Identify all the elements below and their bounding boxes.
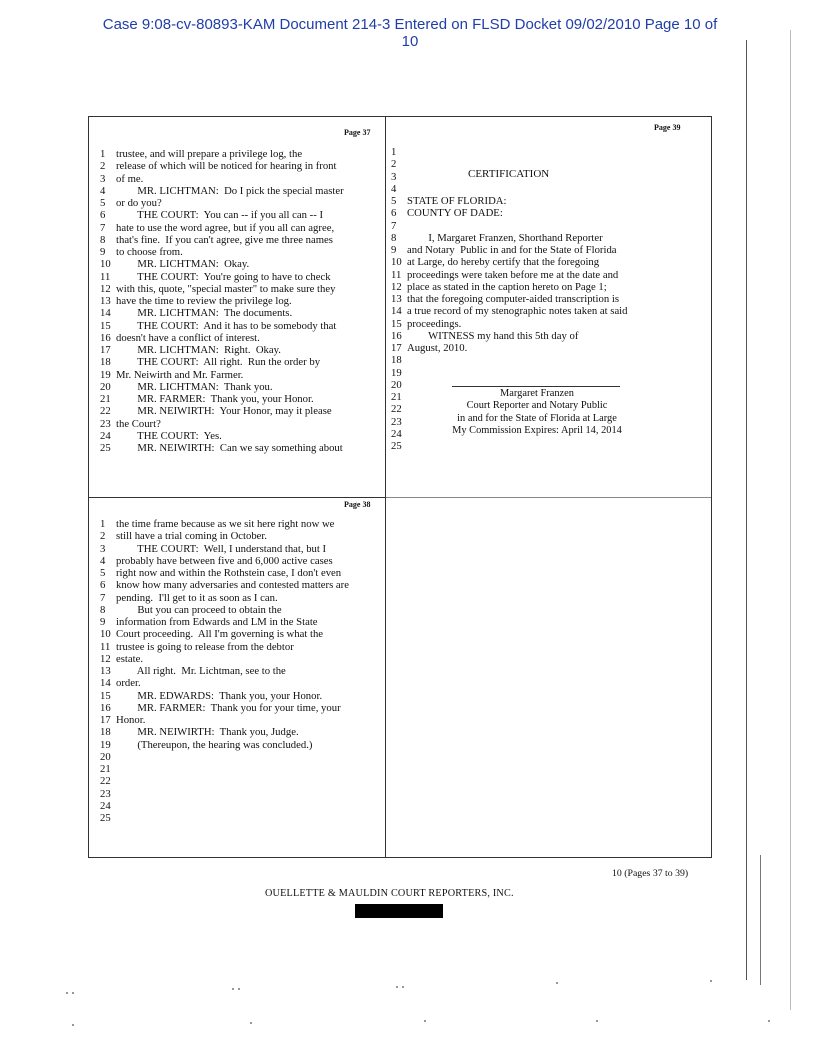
line-number: 1 xyxy=(391,146,397,158)
line-text: that's fine. If you can't agree, give me three names xyxy=(116,233,333,246)
column-divider xyxy=(385,116,386,858)
line-number: 11 xyxy=(391,268,402,281)
line-number: 19 xyxy=(391,366,402,379)
transcript-line xyxy=(391,207,628,219)
line-number: 7 xyxy=(100,591,106,604)
line-number: 10 xyxy=(391,256,402,269)
transcript-line xyxy=(100,579,349,591)
transcript-line xyxy=(100,234,344,246)
line-number: 4 xyxy=(391,182,397,195)
line-number: 8 xyxy=(391,231,397,244)
line-text: doesn't have a conflict of interest. xyxy=(116,331,260,344)
transcript-line xyxy=(391,281,628,293)
transcript-line xyxy=(100,628,349,640)
line-number: 6 xyxy=(391,207,397,220)
transcript-line xyxy=(391,440,628,452)
scan-speck xyxy=(402,986,404,988)
scan-edge-line xyxy=(790,30,791,1010)
transcript-line xyxy=(100,592,349,604)
transcript-line xyxy=(100,543,349,555)
line-number: 2 xyxy=(100,530,106,543)
transcript-line xyxy=(391,171,628,183)
line-number: 18 xyxy=(391,354,402,367)
line-number: 11 xyxy=(100,270,111,283)
docket-header-line1: Case 9:08-cv-80893-KAM Document 214-3 Entered on FLSD Docket 09/02/2010 Page 10 of xyxy=(102,16,718,33)
line-number: 23 xyxy=(391,415,402,428)
line-number: 13 xyxy=(100,295,111,307)
transcript-line xyxy=(391,293,628,305)
transcript-line xyxy=(391,305,628,317)
transcript-line xyxy=(100,690,349,702)
transcript-line xyxy=(100,160,344,172)
company-footer: OUELLETTE & MAULDIN COURT REPORTERS, INC. xyxy=(265,888,514,899)
transcript-line xyxy=(100,739,349,751)
line-text: of me. xyxy=(116,172,144,185)
line-text: THE COURT: All right. Run the order by xyxy=(116,356,321,369)
line-number: 14 xyxy=(100,677,111,690)
line-number: 3 xyxy=(391,170,397,183)
line-number: 20 xyxy=(100,380,111,393)
line-number: 15 xyxy=(100,319,111,332)
transcript-line xyxy=(100,518,349,530)
transcript-line xyxy=(100,356,344,368)
line-number: 3 xyxy=(100,172,106,185)
line-text: release of which will be noticed for hearing in front xyxy=(116,160,337,173)
line-text: MR. NEIWIRTH: Your Honor, may it please xyxy=(116,405,332,418)
line-text: the Court? xyxy=(116,417,161,430)
line-number: 5 xyxy=(100,197,106,209)
line-number: 22 xyxy=(391,403,402,416)
line-text: But you can proceed to obtain the xyxy=(116,603,282,616)
line-number: 10 xyxy=(100,628,111,641)
line-text: THE COURT: You're going to have to check xyxy=(116,270,331,283)
transcript-line xyxy=(391,158,628,170)
line-text: THE COURT: You can -- if you all can -- I xyxy=(116,209,323,222)
line-number: 20 xyxy=(100,750,111,763)
line-text: probably have between five and 6,000 active cases xyxy=(116,554,333,567)
line-number: 25 xyxy=(100,442,111,454)
line-number: 7 xyxy=(100,221,106,234)
transcript-line xyxy=(100,763,349,775)
line-text: right now and within the Rothstein case, I don't even xyxy=(116,567,342,579)
transcript-line xyxy=(100,677,349,689)
line-number: 16 xyxy=(100,331,111,344)
transcript-line xyxy=(100,393,344,405)
line-text: place as stated in the caption hereto on Page 1; xyxy=(407,280,607,293)
transcript-line xyxy=(100,555,349,567)
transcript-line xyxy=(100,702,349,714)
signature-name: Margaret Franzen xyxy=(500,388,574,399)
transcript-line xyxy=(391,195,628,207)
transcript-line xyxy=(391,330,628,342)
transcript-line xyxy=(100,209,344,221)
transcript-line xyxy=(100,222,344,234)
line-text: proceedings were taken before me at the date and xyxy=(407,268,619,281)
scan-speck xyxy=(768,1020,770,1022)
transcript-line xyxy=(391,354,628,366)
line-number: 9 xyxy=(100,246,106,258)
transcript-line xyxy=(100,751,349,763)
line-text: have the time to review the privilege log. xyxy=(116,295,292,307)
line-text: still have a trial coming in October. xyxy=(116,530,268,543)
transcript-line xyxy=(100,148,344,160)
transcript-line xyxy=(391,183,628,195)
scan-speck xyxy=(556,982,558,984)
page-37-lines xyxy=(100,148,344,454)
transcript-line xyxy=(100,812,349,824)
line-number: 24 xyxy=(391,427,402,440)
line-number: 8 xyxy=(100,603,106,616)
scan-speck xyxy=(710,980,712,982)
page-38-lines xyxy=(100,518,349,824)
scan-speck xyxy=(72,1024,74,1026)
line-text: MR. LICHTMAN: Okay. xyxy=(116,258,250,271)
transcript-line xyxy=(391,342,628,354)
line-number: 5 xyxy=(100,567,106,579)
line-number: 6 xyxy=(100,579,106,592)
line-text: THE COURT: Yes. xyxy=(116,429,222,442)
signature-title: Court Reporter and Notary Public xyxy=(466,400,608,412)
line-number: 23 xyxy=(100,417,111,430)
page-37-label: Page 37 xyxy=(344,128,371,137)
line-number: 21 xyxy=(100,763,111,775)
transcript-line xyxy=(100,307,344,319)
line-number: 22 xyxy=(100,775,111,788)
row-divider xyxy=(88,497,386,498)
line-text: trustee, and will prepare a privilege log, the xyxy=(116,148,303,160)
line-number: 24 xyxy=(100,799,111,812)
line-text: a true record of my stenographic notes taken at said xyxy=(407,305,628,318)
docket-header-line2: 10 xyxy=(401,33,419,50)
line-number: 17 xyxy=(391,342,402,354)
transcript-line xyxy=(391,146,628,158)
line-number: 20 xyxy=(391,378,402,391)
line-text: hate to use the word agree, but if you all can agree, xyxy=(116,221,335,234)
line-text: MR. LICHTMAN: The documents. xyxy=(116,307,293,320)
transcript-line xyxy=(100,653,349,665)
transcript-line xyxy=(100,369,344,381)
transcript-line xyxy=(100,173,344,185)
scan-speck xyxy=(424,1020,426,1022)
line-number: 4 xyxy=(100,554,106,567)
line-number: 5 xyxy=(391,195,397,207)
line-text: at Large, do hereby certify that the foregoing xyxy=(407,256,600,269)
transcript-line xyxy=(391,244,628,256)
line-text: proceedings. xyxy=(407,317,462,330)
line-number: 17 xyxy=(100,714,111,726)
line-number: 6 xyxy=(100,209,106,222)
line-text: MR. LICHTMAN: Do I pick the special master xyxy=(116,184,344,197)
line-number: 15 xyxy=(100,689,111,702)
line-number: 21 xyxy=(391,391,402,403)
transcript-line xyxy=(391,269,628,281)
scan-speck xyxy=(72,992,74,994)
transcript-line xyxy=(100,283,344,295)
scan-speck xyxy=(232,988,234,990)
transcript-line xyxy=(391,256,628,268)
transcript-line xyxy=(100,665,349,677)
line-text: All right. Mr. Lichtman, see to the xyxy=(116,665,286,677)
line-number: 1 xyxy=(100,148,106,160)
line-number: 1 xyxy=(100,518,106,530)
line-text: WITNESS my hand this 5th day of xyxy=(407,329,579,342)
line-text: with this, quote, "special master" to make sure they xyxy=(116,282,336,295)
line-number: 23 xyxy=(100,787,111,800)
line-number: 10 xyxy=(100,258,111,271)
line-number: 16 xyxy=(100,701,111,714)
line-number: 18 xyxy=(100,356,111,369)
line-text: THE COURT: And it has to be somebody that xyxy=(116,319,337,332)
transcript-line xyxy=(100,775,349,787)
line-number: 16 xyxy=(391,329,402,342)
page-39-label: Page 39 xyxy=(654,123,681,132)
line-text: MR. LICHTMAN: Thank you. xyxy=(116,380,273,393)
line-number: 8 xyxy=(100,233,106,246)
line-text: that the foregoing computer-aided transcription is xyxy=(407,293,619,305)
signature-line xyxy=(452,386,620,387)
line-text: and Notary Public in and for the State of Florida xyxy=(407,244,617,256)
line-number: 24 xyxy=(100,429,111,442)
line-number: 15 xyxy=(391,317,402,330)
scan-speck xyxy=(66,992,68,994)
transcript-line xyxy=(100,418,344,430)
line-number: 12 xyxy=(100,282,111,295)
line-number: 19 xyxy=(100,738,111,751)
line-number: 4 xyxy=(100,184,106,197)
line-number: 7 xyxy=(391,219,397,232)
transcript-line xyxy=(391,367,628,379)
line-number: 25 xyxy=(391,440,402,452)
certification-title: CERTIFICATION xyxy=(468,168,550,180)
line-text: MR. FARMER: Thank you for your time, your xyxy=(116,701,341,714)
transcript-line xyxy=(391,232,628,244)
line-number: 14 xyxy=(100,307,111,320)
scan-speck xyxy=(238,988,240,990)
line-number: 12 xyxy=(100,652,111,665)
line-number: 18 xyxy=(100,726,111,739)
line-text: Mr. Neiwirth and Mr. Farmer. xyxy=(116,368,244,381)
transcript-line xyxy=(100,344,344,356)
docket-header xyxy=(30,16,790,50)
signature-jurisdiction: in and for the State of Florida at Large xyxy=(457,412,617,424)
transcript-line xyxy=(100,530,349,542)
line-number: 14 xyxy=(391,305,402,318)
line-text: or do you? xyxy=(116,197,162,209)
transcript-line xyxy=(100,381,344,393)
scan-speck xyxy=(596,1020,598,1022)
scan-speck xyxy=(396,986,398,988)
transcript-line xyxy=(100,616,349,628)
line-number: 2 xyxy=(391,158,397,171)
line-text: Honor. xyxy=(116,714,146,726)
scan-speck xyxy=(250,1022,252,1024)
line-text: order. xyxy=(116,677,141,690)
line-number: 9 xyxy=(391,244,397,256)
row-divider-faint xyxy=(386,497,711,498)
line-text: THE COURT: Well, I understand that, but I xyxy=(116,542,327,555)
line-text: estate. xyxy=(116,652,144,665)
transcript-line xyxy=(100,332,344,344)
line-number: 19 xyxy=(100,368,111,381)
line-text: MR. NEIWIRTH: Thank you, Judge. xyxy=(116,726,299,739)
line-number: 21 xyxy=(100,393,111,405)
transcript-line xyxy=(100,246,344,258)
line-text: (Thereupon, the hearing was concluded.) xyxy=(116,738,313,751)
line-number: 17 xyxy=(100,344,111,356)
line-text: August, 2010. xyxy=(407,342,468,354)
signature-expiry: My Commission Expires: April 14, 2014 xyxy=(452,424,622,436)
transcript-line xyxy=(100,430,344,442)
scan-edge-line xyxy=(760,855,761,985)
transcript-line xyxy=(391,318,628,330)
line-text: know how many adversaries and contested matters are xyxy=(116,579,349,592)
page-38-label: Page 38 xyxy=(344,500,371,509)
line-text: to choose from. xyxy=(116,246,183,258)
transcript-line xyxy=(100,295,344,307)
line-number: 2 xyxy=(100,160,106,173)
line-number: 13 xyxy=(391,293,402,305)
transcript-line xyxy=(100,567,349,579)
line-text: MR. LICHTMAN: Right. Okay. xyxy=(116,344,281,356)
transcript-line xyxy=(100,788,349,800)
scan-edge-line xyxy=(746,40,747,980)
transcript-line xyxy=(100,604,349,616)
line-text: pending. I'll get to it as soon as I can. xyxy=(116,591,278,604)
line-text: Court proceeding. All I'm governing is what the xyxy=(116,628,324,641)
transcript-line xyxy=(100,320,344,332)
line-text: MR. EDWARDS: Thank you, your Honor. xyxy=(116,689,323,702)
transcript-line xyxy=(100,800,349,812)
page-range-footer: 10 (Pages 37 to 39) xyxy=(612,868,689,879)
transcript-line xyxy=(100,258,344,270)
line-text: I, Margaret Franzen, Shorthand Reporter xyxy=(407,231,603,244)
line-number: 22 xyxy=(100,405,111,418)
line-number: 9 xyxy=(100,616,106,628)
transcript-line xyxy=(100,726,349,738)
transcript-line xyxy=(100,197,344,209)
transcript-line xyxy=(100,405,344,417)
redaction-bar xyxy=(355,904,443,918)
transcript-line xyxy=(100,271,344,283)
signature-block xyxy=(406,388,668,437)
transcript-line xyxy=(100,442,344,454)
line-text: MR. NEIWIRTH: Can we say something about xyxy=(116,442,343,454)
line-number: 13 xyxy=(100,665,111,677)
line-text: COUNTY OF DADE: xyxy=(407,207,503,220)
line-text: trustee is going to release from the debtor xyxy=(116,640,294,653)
line-number: 12 xyxy=(391,280,402,293)
transcript-line xyxy=(100,714,349,726)
transcript-line xyxy=(391,220,628,232)
line-text: information from Edwards and LM in the State xyxy=(116,616,318,628)
line-number: 25 xyxy=(100,812,111,824)
transcript-line xyxy=(100,185,344,197)
transcript-line xyxy=(100,641,349,653)
line-number: 11 xyxy=(100,640,111,653)
line-number: 3 xyxy=(100,542,106,555)
line-text: STATE OF FLORIDA: xyxy=(407,195,507,207)
line-text: the time frame because as we sit here right now we xyxy=(116,518,335,530)
line-text: MR. FARMER: Thank you, your Honor. xyxy=(116,393,314,405)
